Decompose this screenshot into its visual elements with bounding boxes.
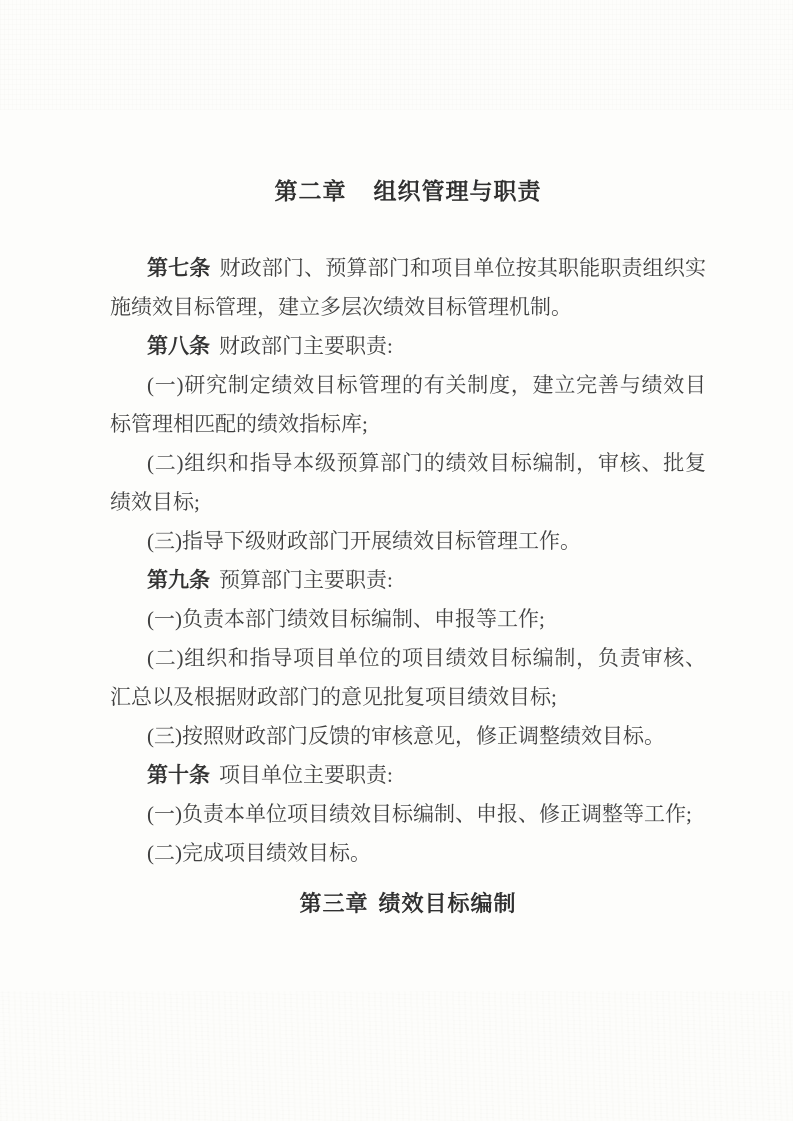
article-paragraph: [110, 600, 706, 639]
paragraph-text: (三)指导下级财政部门开展绩效目标管理工作。: [147, 529, 581, 553]
article-paragraph: [110, 717, 706, 756]
article-paragraph: [110, 522, 706, 561]
article-paragraph: [110, 249, 706, 327]
article-body: [110, 249, 706, 873]
chapter-2-title: 组织管理与职责: [373, 178, 542, 204]
article-paragraph: [110, 795, 706, 834]
paragraph-text: 项目单位主要职责:: [219, 763, 393, 787]
paragraph-text: (二)组织和指导本级预算部门的绩效目标编制，审核、批复绩效目标;: [110, 451, 706, 514]
paragraph-text: 财政部门、预算部门和项目单位按其职能职责组织实施绩效目标管理，建立多层次绩效目标管理机制。: [110, 256, 707, 319]
paragraph-text: 预算部门主要职责:: [219, 568, 393, 592]
chapter-3-number: 第三章: [299, 891, 369, 916]
article-number: 第七条: [147, 256, 211, 280]
article-paragraph: [110, 444, 706, 522]
paragraph-text: (二)完成项目绩效目标。: [147, 841, 371, 865]
paragraph-text: (一)负责本部门绩效目标编制、申报等工作;: [147, 607, 545, 631]
paragraph-text: (二)组织和指导项目单位的项目绩效目标编制，负责审核、汇总以及根据财政部门的意见批复项目绩效目标;: [110, 646, 706, 709]
chapter-2-heading: [110, 176, 706, 207]
scan-noise-bottom: [0, 991, 793, 1121]
paragraph-text: (一)研究制定绩效目标管理的有关制度，建立完善与绩效目标管理相匹配的绩效指标库;: [110, 373, 706, 436]
chapter-2-number: 第二章: [274, 178, 347, 204]
chapter-3-heading: [110, 888, 706, 919]
article-number: 第九条: [147, 568, 210, 592]
article-number: 第八条: [147, 334, 210, 358]
article-paragraph: [110, 561, 706, 600]
article-paragraph: [110, 834, 706, 873]
paragraph-text: (三)按照财政部门反馈的审核意见，修正调整绩效目标。: [147, 724, 665, 748]
article-number: 第十条: [147, 763, 210, 787]
page-content: [110, 0, 706, 919]
article-paragraph: [110, 639, 706, 717]
paragraph-text: 财政部门主要职责:: [219, 334, 393, 358]
paragraph-text: (一)负责本单位项目绩效目标编制、申报、修正调整等工作;: [147, 802, 692, 826]
article-paragraph: [110, 366, 706, 444]
article-paragraph: [110, 756, 706, 795]
article-paragraph: [110, 327, 706, 366]
chapter-3-title: 绩效目标编制: [378, 891, 517, 916]
